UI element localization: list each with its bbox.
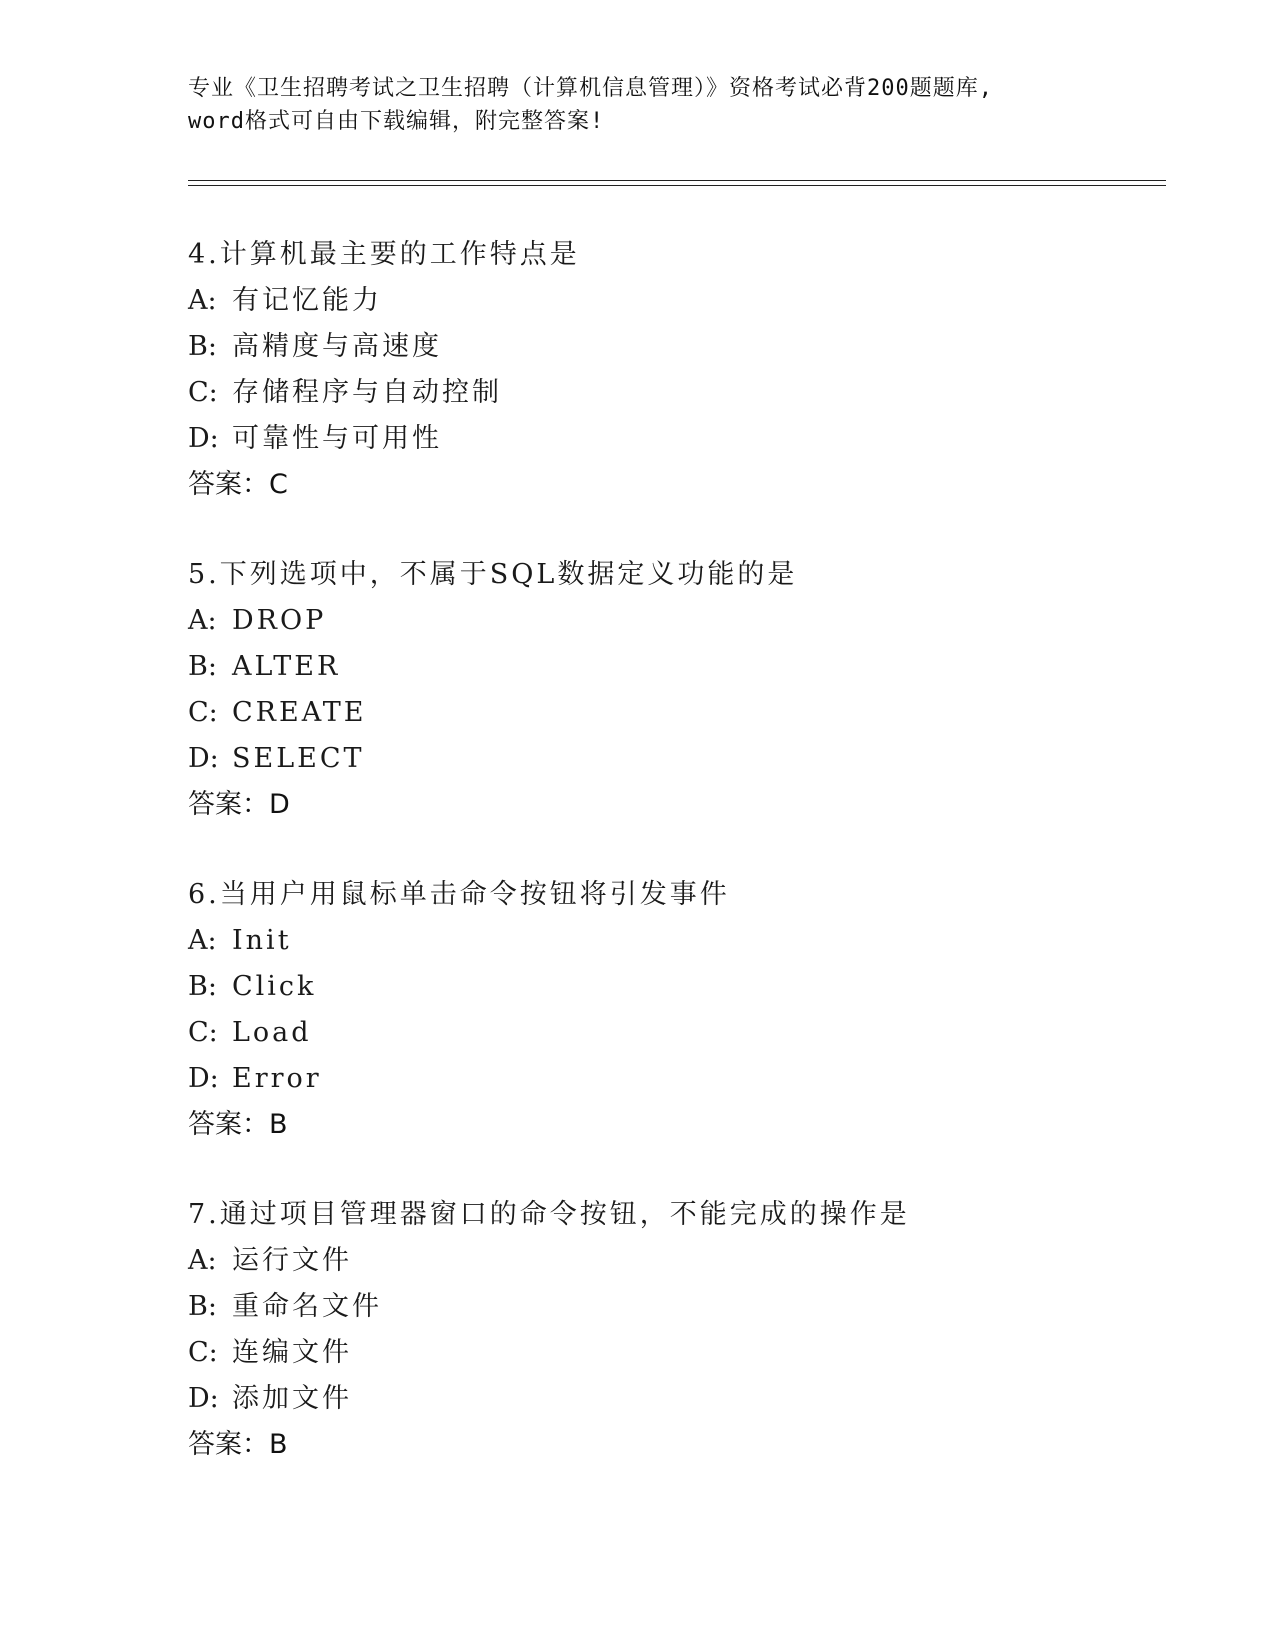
option-key: B:	[188, 651, 217, 682]
question-stem: 5.下列选项中，不属于SQL数据定义功能的是	[188, 559, 798, 590]
option-text: 添加文件	[232, 1383, 352, 1414]
option-d	[188, 416, 1188, 462]
option-text: 运行文件	[232, 1245, 352, 1276]
option-text: 可靠性与可用性	[232, 423, 442, 454]
option-text: CREATE	[232, 697, 367, 728]
option-c	[188, 1010, 1188, 1056]
option-c	[188, 1330, 1188, 1376]
option-a	[188, 598, 1188, 644]
header-subtitle-line: word格式可自由下载编辑，附完整答案!	[188, 109, 605, 134]
answer-label: 答案：D	[188, 789, 290, 820]
option-a	[188, 1238, 1188, 1284]
option-key: B:	[188, 1291, 217, 1322]
option-key: D:	[188, 743, 219, 774]
option-text: 连编文件	[232, 1337, 352, 1368]
header-divider-bottom	[188, 185, 1166, 186]
option-text: Click	[232, 971, 317, 1002]
option-a	[188, 278, 1188, 324]
question-6	[188, 872, 1188, 1148]
document-header	[188, 72, 1088, 138]
question-4	[188, 232, 1188, 508]
option-key: A:	[188, 925, 217, 956]
question-stem: 4.计算机最主要的工作特点是	[188, 239, 580, 270]
question-stem: 7.通过项目管理器窗口的命令按钮，不能完成的操作是	[188, 1199, 910, 1230]
option-c	[188, 690, 1188, 736]
option-key: D:	[188, 1383, 219, 1414]
header-title-line: 专业《卫生招聘考试之卫生招聘（计算机信息管理）》资格考试必背200题题库,	[188, 76, 993, 101]
option-b	[188, 964, 1188, 1010]
option-text: DROP	[232, 605, 327, 636]
option-key: C:	[188, 377, 218, 408]
answer-label: 答案：B	[188, 1429, 288, 1460]
option-key: B:	[188, 971, 217, 1002]
option-text: 存储程序与自动控制	[232, 377, 502, 408]
option-text: 重命名文件	[232, 1291, 382, 1322]
option-text: Load	[232, 1017, 312, 1048]
option-d	[188, 1376, 1188, 1422]
option-key: C:	[188, 697, 218, 728]
option-b	[188, 1284, 1188, 1330]
option-text: Init	[232, 925, 292, 956]
option-c	[188, 370, 1188, 416]
option-key: D:	[188, 423, 219, 454]
option-text: 高精度与高速度	[232, 331, 442, 362]
option-d	[188, 1056, 1188, 1102]
option-text: ALTER	[232, 651, 341, 682]
option-text: SELECT	[232, 743, 365, 774]
question-5	[188, 552, 1188, 828]
option-a	[188, 918, 1188, 964]
option-key: D:	[188, 1063, 219, 1094]
option-text: Error	[232, 1063, 322, 1094]
option-b	[188, 324, 1188, 370]
question-7	[188, 1192, 1188, 1468]
option-key: A:	[188, 1245, 217, 1276]
option-d	[188, 736, 1188, 782]
option-key: B:	[188, 331, 217, 362]
answer-label: 答案：B	[188, 1109, 288, 1140]
option-key: A:	[188, 605, 217, 636]
option-key: A:	[188, 285, 217, 316]
option-key: C:	[188, 1017, 218, 1048]
answer-label: 答案：C	[188, 469, 288, 500]
option-text: 有记忆能力	[232, 285, 382, 316]
option-key: C:	[188, 1337, 218, 1368]
question-stem: 6.当用户用鼠标单击命令按钮将引发事件	[188, 879, 730, 910]
header-divider-top	[188, 180, 1166, 181]
option-b	[188, 644, 1188, 690]
